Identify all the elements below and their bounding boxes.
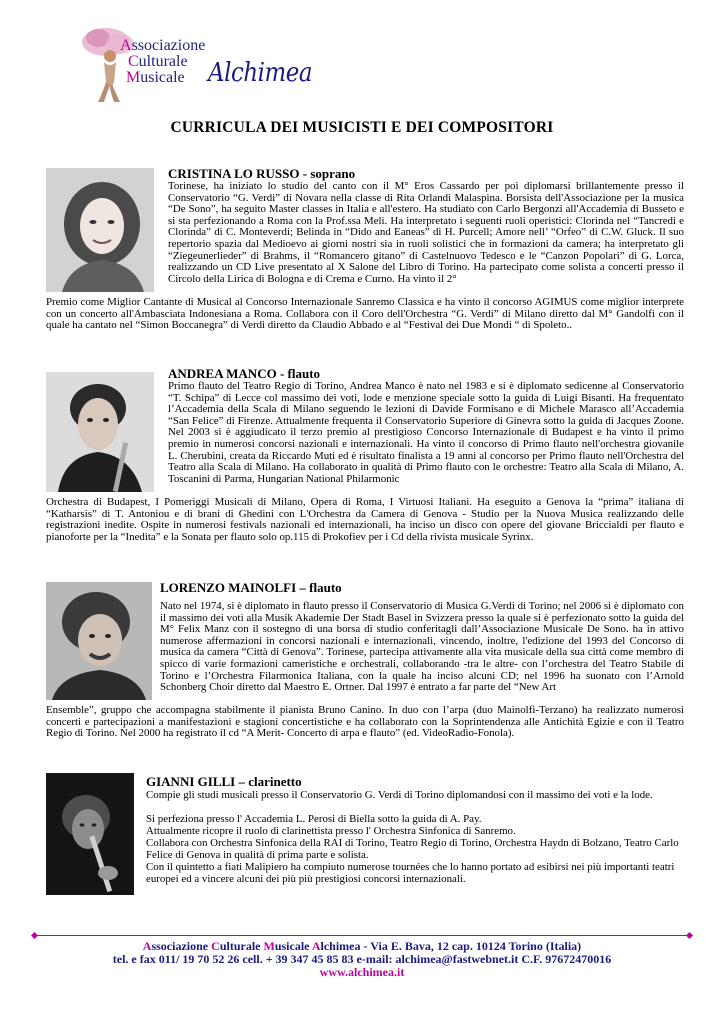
bio-gianni-line-4: Collabora con Orchestra Sinfonica della RAI di Torino, Teatro Regio di Torino, Orchestra Haydn di Bolzano, Teatro Carlo Felice di Genova in qualità di prima parte e solista. (146, 837, 679, 861)
bio-andrea-bottom: Orchestra di Budapest, I Pomeriggi Musicali di Milano, Opera di Roma, I Virtuosi Italiani. Ha eseguito a Genova la “prima” italiana di “Katharsis” di T. Antoniou e di brani di Ghedini con L'Orchestra da Camera di Genova - Studio per la Nuova Musica realizzando delle registrazioni inedite. Ospite in numerosi festivals nazionali ed internazionali, ha inciso un disco con opere del giovane Briccialdi per flauto e pianoforte per la “Inedita” e la Sonata per flauto solo op.115 di Prokofiev per i Cd della rivista musicale Syrinx. (46, 496, 684, 543)
bio-gianni-line-2: Si perfeziona presso l' Accademia L. Perosi di Biella sotto la guida di A. Pay. (146, 813, 482, 825)
footer-divider-right-dot (686, 932, 693, 939)
footer-address: Associazione Culturale Musicale Alchimea - Via E. Bava, 12 cap. 10124 Torino (Italia) (142, 939, 582, 953)
footer-website-link[interactable]: www.alchimea.it (319, 965, 405, 979)
portrait-cristina-lo-russo (46, 168, 154, 292)
portrait-andrea-manco (46, 372, 154, 492)
musician-name-gianni: GIANNI GILLI – clarinetto (146, 774, 302, 789)
portrait-lorenzo-mainolfi (46, 582, 152, 700)
footer-divider (34, 935, 690, 936)
musician-name-andrea: ANDREA MANCO - flauto (168, 366, 321, 381)
portrait-gianni-gilli (46, 773, 134, 895)
musician-name-lorenzo: LORENZO MAINOLFI – flauto (160, 580, 342, 595)
bio-cristina-bottom: Premio come Miglior Cantante di Musical al Concorso Internazionale Sanremo Classica e ha vinto il concorso AGIMUS come miglior interprete con un concerto all'Ambasciata Indonesiana a Roma. Collabora con il Coro dell'Orchestra “G. Verdi” di Milano diretto dal M° Gandolfi con il quale ha cantato nel “Simon Boccanegra” di Verdi diretto da Claudio Abbado e al “Festival dei Due Mondi “ di Spoleto.. (46, 296, 684, 332)
musician-name-cristina: CRISTINA LO RUSSO - soprano (168, 166, 356, 181)
logo-line-culturale: Culturale (128, 53, 188, 70)
bio-andrea-top: Primo flauto del Teatro Regio di Torino, Andrea Manco è nato nel 1983 e si è diplomato sedicenne al Conservatorio “T. Schipa” di Lecce col massimo dei voti, lode e menzione speciale sotto la guida di Luigi Bisanti. Ha frequentato l’Accademia della Scala di Milano seguendo le lezioni di Davide Formisano e di Michele Marasco all’Accademia “San Felice” di Firenze. Attualmente frequenta il Conservatorio Superiore di Ginevra sotto la guida di Jacques Zoone. Nel 2003 si è aggiudicato il terzo premio al prestigioso Concorso Internazionale di Budapest e ha vinto il primo premio in numerosi concorsi nazionali e internazionali. Ha vinto il concorso di Primo flauto nell'orchestra giovanile L. Cherubini, creata da Riccardo Muti ed è risultato finalista a 19 anni al concorso per Primo flauto nell'Orchestra del Teatro alla Scala di Milano. Ha collaborato in qualità di Primo flauto con le orchestre: Teatro alla Scala di Milano, A. Toscanini di Parma, Hungarian National Philarmonic (168, 380, 684, 485)
bio-cristina-top: Torinese, ha iniziato lo studio del canto con il M° Eros Cassardo per poi diplomarsi brillantemente presso il Conservatorio “G. Verdi” di Novara nella classe di Rita Orlandi Malaspina. Borsista dell'Associazione per la musica “De Sono”, ha seguito Master classes in Italia e all'estero. Ha studiato con Carlo Bergonzi all'Accademia di Busseto e si sta perfezionando a Roma con la Prof.ssa Meli. Ha interpretato i seguenti ruoli operistici: Clorinda nel “Tancredi e Clorinda” di C. Monteverdi; Belinda in “Dido and Eaneas” di H. Purcell; Amore nell’ “Orfeo” di C.W. Gluck. Il suo repertorio spazia dal Medioevo ai giorni nostri sia in ruoli solistici che in formazioni da camera; ha interpretato gli “Ziegeunerlieder” di Brahms, il “Romancero gitano” di Castelnuovo Tedesco e le “Canzon Popolari” di G. Lorca, realizzando un CD Live presentato al X Salone del Libro di Torino. Ha partecipato come solista a concerti presso il Circolo della Lirica di Bologna e di Crema e Curno. Ha vinto il 2° (168, 180, 684, 285)
logo-line-associazione: Associazione (120, 37, 206, 54)
association-logo (76, 22, 313, 106)
bio-lorenzo-top: Nato nel 1974, si è diplomato in flauto presso il Conservatorio di Musica G.Verdi di Torino; nel 2006 si è diplomato con il massimo dei voti alla Musik Akademie Der Stadt Basel in Svizzera presso la quale si è perfezionato sotto la guida del M° Felix Manz con il sostegno di una borsa di studio conferitagli dall’Associazione Musicale De Sono. ha in attivo numerose affermazioni in concorsi nazionali e internazionali, vincendo, inoltre, l'edizione del 1993 del Concorso di musica da camera “Città di Genova”. Torinese, partecipa attivamente alla vita musicale della sua città come membro di spicco di varie formazioni cameristiche e orchestrali, collaborando -tra le altre- con l’orchestra del Teatro Stabile di Torino e l’Orchestra Filarmonica Italiana, con la quale ha inciso alcuni CD; nel 1996 ha suonato con l’Arnold Schonberg Choir diretto dal Maestro E. Ortner. Dal 1997 è entrato a far parte del “New Art (160, 600, 684, 694)
bio-gianni-line-5: Con il quintetto a fiati Malipiero ha compiuto numerose tournées che lo hanno portato ad esibirsi nei più importanti teatri europei ed a vincere alcuni dei più più prestigiosi concorsi internazionali. (146, 861, 675, 885)
bio-gianni-line-1: Compie gli studi musicali presso il Conservatorio G. Verdi di Torino diplomandosi con il massimo dei voti e la lode. (146, 789, 653, 801)
logo-line-musicale: Musicale (126, 69, 185, 86)
footer-contacts: tel. e fax 011/ 19 70 52 26 cell. + 39 347 45 85 83 e-mail: alchimea@fastwebnet.it C.F. 97672470016 (112, 952, 612, 966)
bio-lorenzo-bottom: Ensemble”, gruppo che accompagna stabilmente il pianista Bruno Canino. In duo con l’arpa (duo Mainolfi-Terzano) ha realizzato numerosi concerti e partecipazioni a manifestazioni e stagioni concertistiche e ha collaborato con la Soprintendenza alle Antichità Egizie e con il Teatro Regio di Torino. Nel 2000 ha registrato il cd “A Merit- Concerto di arpa e flauto” (ed. VideoRadio-Fonola). (46, 704, 684, 740)
footer-divider-left-dot (31, 932, 38, 939)
page-title: CURRICULA DEI MUSICISTI E DEI COMPOSITORI (170, 119, 554, 136)
bio-gianni-line-3: Attualmente ricopre il ruolo di clarinettista presso l' Orchestra Sinfonica di Sanremo. (146, 825, 516, 837)
logo-script-alchimea: Alchimea (208, 58, 313, 88)
